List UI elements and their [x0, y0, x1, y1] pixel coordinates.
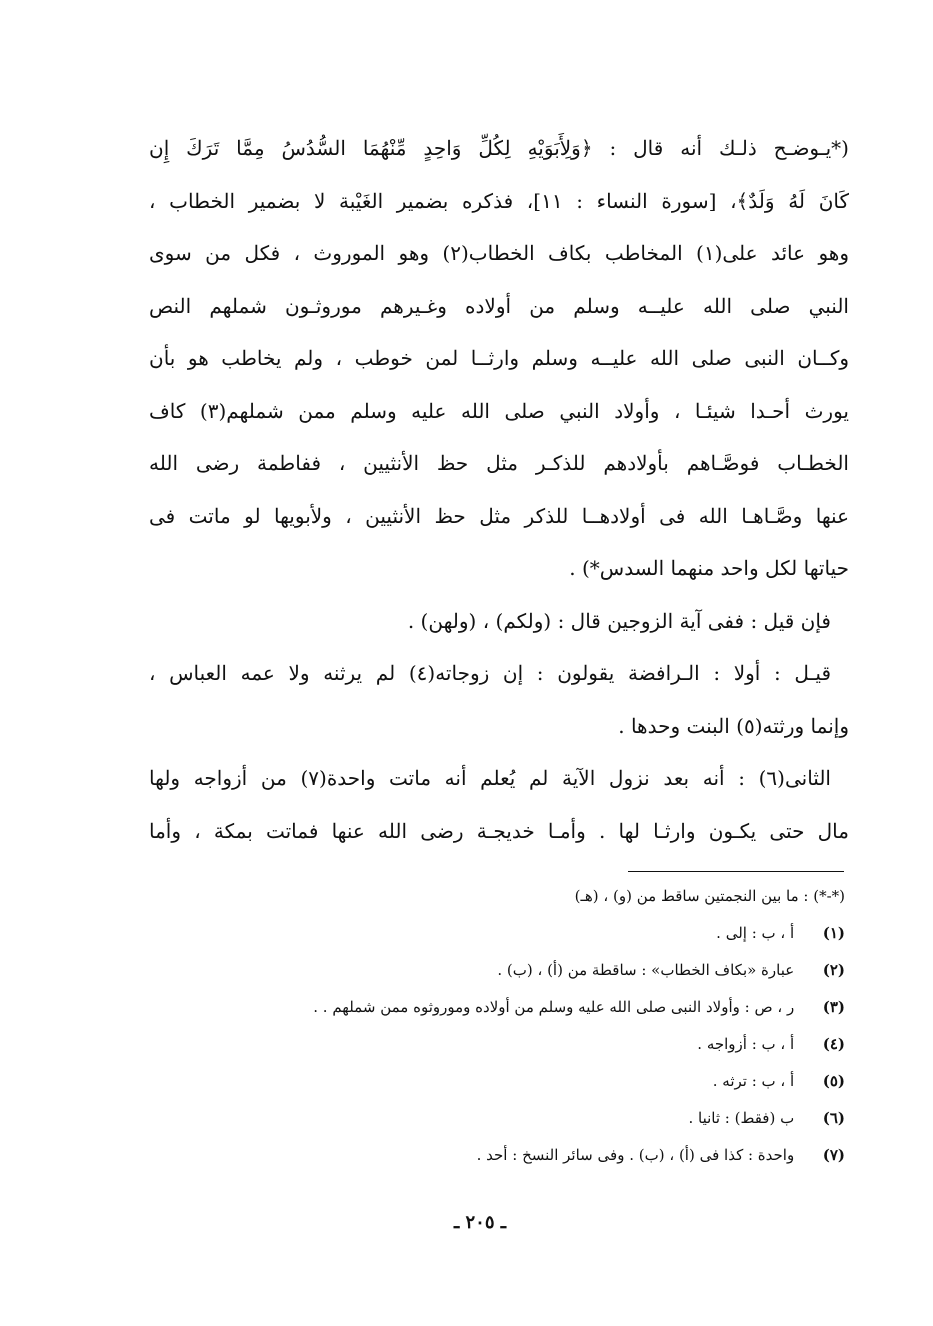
footnote-separator — [628, 871, 844, 872]
footnotes — [285, 878, 845, 1174]
text-line-12: وإنما ورثته(٥) البنت وحدها . — [618, 713, 849, 738]
footnote-2 — [285, 952, 845, 989]
main-text — [149, 122, 849, 857]
footnote-number: (٤) — [822, 1035, 845, 1053]
text-line-7: الخطـاب فوصَّـاهم بأولادهم للذكـر مثل حظ الأنثيين ، ففاطمة رضى الله — [149, 451, 849, 475]
text-line-11: قيـل : أولا : الـرافضة يقولون : إن زوجاته(٤) لم يرثنه ولا عمه العباس ، — [149, 661, 832, 685]
text-line-6: يورث أحـدا شيئـا ، وأولاد النبي صلى الله عليه وسلم ممن شملهم(٣) كاف — [149, 398, 849, 423]
footnote-number: (٥) — [822, 1072, 845, 1090]
text-line-13: الثانى(٦) : أنه بعد نزول الآية لم يُعلم أنه ماتت واحدة(٧) من أزواجه ولها — [149, 766, 831, 790]
text-line-3: وهو عائد على(١) المخاطب بكاف الخطاب(٢) وهو الموروث ، فكل من سوى — [149, 241, 849, 265]
footnote-6 — [285, 1100, 845, 1137]
footnote-number: (٢) — [822, 961, 845, 979]
text-line-2: كَانَ لَهُ وَلَدٌ﴾، [سورة النساء : ١١]، فذكره بضمير الغَيْبة لا بضمير الخطاب ، — [149, 188, 849, 213]
text-line-10: فإن قيل : ففى آية الزوجين قال : (ولكم) ، (ولهن) . — [407, 608, 831, 633]
footnote-text: عبارة «بكاف الخطاب» : ساقطة من (أ) ، (ب) . — [497, 961, 795, 979]
footnote-4 — [285, 1026, 845, 1063]
footnote-7 — [285, 1137, 845, 1174]
footnote-number: (٦) — [822, 1109, 845, 1127]
text-line-5: وكــان النبى صلى الله عليــه وسلم وارثــا لمن خوطب ، ولم يخاطب هو بأن — [149, 346, 849, 370]
text-line-4: النبي صلى الله عليــه وسلم من أولاده وغـيرهم موروثـون شملهم النص — [149, 293, 849, 318]
footnote-text: ب (فقط) : ثانيا . — [688, 1109, 795, 1127]
footnote-number: (٧) — [822, 1146, 845, 1164]
footnote-text: (*-*) : ما بين النجمتين ساقط من (و) ، (هـ) — [574, 887, 845, 905]
text-line-1: (*يـوضـح ذلـك أنه قال : ﴿وَلِأَبَوَيْهِ لِكُلِّ وَاحِدٍ مِّنْهُمَا السُّدُسُ مِمَّا تَرَكَ إِن — [149, 136, 849, 160]
text-line-14: مال حتى يكـون وارثـا لها . وأمـا خديجـة رضى الله عنها فماتت بمكة ، وأما — [149, 818, 849, 843]
page-number: ـ ٢٠٥ ـ — [453, 1212, 507, 1233]
footnote-text: أ ، ب : إلى . — [716, 924, 795, 942]
footnote-number: (٣) — [822, 998, 845, 1016]
text-line-8: عنها وصَّـاهـا الله فى أولادهــا للذكر مثل حظ الأنثيين ، ولأبويها لو ماتت فى — [149, 503, 849, 528]
footnote-text: ر ، ص : وأولاد النبى صلى الله عليه وسلم من أولاده وموروثوه ممن شملهم . . — [313, 998, 795, 1016]
text-line-9: حياتها لكل واحد منهما السدس*) . — [569, 556, 849, 580]
footnote-number: (١) — [822, 924, 845, 942]
footnote-text: أ ، ب : ترثه . — [712, 1072, 795, 1090]
footnote-3 — [285, 989, 845, 1026]
footnote-0 — [285, 878, 845, 915]
footnote-text: أ ، ب : أزواجه . — [697, 1035, 795, 1053]
footnote-5 — [285, 1063, 845, 1100]
footnote-1 — [285, 915, 845, 952]
footnote-text: واحدة : كذا فى (أ) ، (ب) . وفى سائر النسخ : أحد . — [476, 1146, 795, 1164]
